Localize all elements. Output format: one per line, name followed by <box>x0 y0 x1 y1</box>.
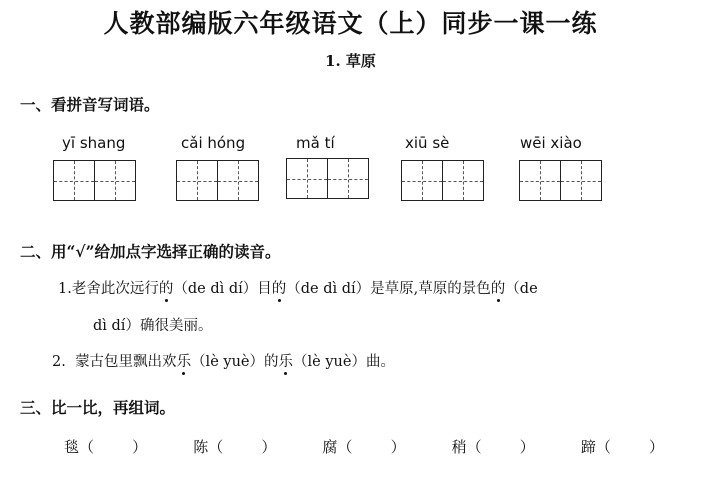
writing-cell[interactable] <box>520 161 560 200</box>
base-char: 腐 <box>322 438 338 456</box>
question-2 <box>52 350 395 371</box>
base-char: 稍 <box>451 438 467 456</box>
writing-cell[interactable] <box>94 161 135 200</box>
word-building-item <box>322 436 405 457</box>
pronunciation-options[interactable]: （de dì dí）目 <box>173 281 272 297</box>
question-number: 1. <box>58 281 72 297</box>
dotted-char: 的 <box>158 281 174 297</box>
word-building-item <box>581 436 664 457</box>
writing-cell[interactable] <box>217 161 258 200</box>
question-1-line1 <box>58 277 538 298</box>
base-char: 蹄 <box>580 438 596 456</box>
dotted-char: 的 <box>490 281 506 297</box>
dotted-char: 乐 <box>278 354 294 370</box>
writing-grid-5[interactable] <box>519 160 602 201</box>
section2-heading: 二、用“√”给加点字选择正确的读音。 <box>20 242 281 261</box>
word-building-item <box>193 436 276 457</box>
word-building-row <box>64 436 664 457</box>
pinyin-label: xiū sè <box>405 134 450 152</box>
pinyin-label: yī shang <box>62 134 126 152</box>
pronunciation-options[interactable]: （lè yuè）曲。 <box>293 354 395 370</box>
answer-blank[interactable]: （ ） <box>337 438 406 456</box>
writing-cell[interactable] <box>442 161 483 200</box>
answer-blank[interactable]: （ ） <box>595 438 664 456</box>
word-building-item <box>64 436 147 457</box>
question-text: 蒙古包里飘出欢 <box>75 354 177 370</box>
answer-blank[interactable]: （ ） <box>208 438 277 456</box>
lesson-title: 1. 草原 <box>325 52 376 70</box>
answer-blank[interactable]: （ ） <box>466 438 535 456</box>
dotted-char: 的 <box>271 281 287 297</box>
writing-grid-4[interactable] <box>401 160 484 201</box>
question-1-line2[interactable]: dì dí）确很美丽。 <box>93 318 213 334</box>
writing-cell[interactable] <box>287 159 327 198</box>
writing-cell[interactable] <box>560 161 601 200</box>
pinyin-label: cǎi hóng <box>181 134 246 152</box>
dotted-char: 乐 <box>176 354 192 370</box>
writing-grid-1[interactable] <box>53 160 136 201</box>
word-building-item <box>452 436 535 457</box>
pinyin-label: mǎ tí <box>296 134 335 152</box>
section1-heading: 一、看拼音写词语。 <box>20 95 160 114</box>
writing-cell[interactable] <box>54 161 94 200</box>
pronunciation-options[interactable]: （lè yuè）的 <box>191 354 279 370</box>
page-title: 人教部编版六年级语文（上）同步一课一练 <box>103 9 598 38</box>
question-number: 2. <box>52 354 66 370</box>
writing-grid-3[interactable] <box>286 158 369 199</box>
pinyin-label: wēi xiào <box>520 134 582 152</box>
writing-cell[interactable] <box>177 161 217 200</box>
base-char: 陈 <box>193 438 209 456</box>
writing-grid-2[interactable] <box>176 160 259 201</box>
answer-blank[interactable]: （ ） <box>79 438 148 456</box>
pronunciation-options[interactable]: （de dì dí）是草原,草原的景色 <box>286 281 491 297</box>
writing-cell[interactable] <box>402 161 442 200</box>
writing-cell[interactable] <box>327 159 368 198</box>
base-char: 毯 <box>64 438 80 456</box>
section3-heading: 三、比一比，再组词。 <box>20 398 176 417</box>
pronunciation-options[interactable]: （de <box>505 281 538 297</box>
question-text: 老舍此次远行 <box>71 281 159 297</box>
